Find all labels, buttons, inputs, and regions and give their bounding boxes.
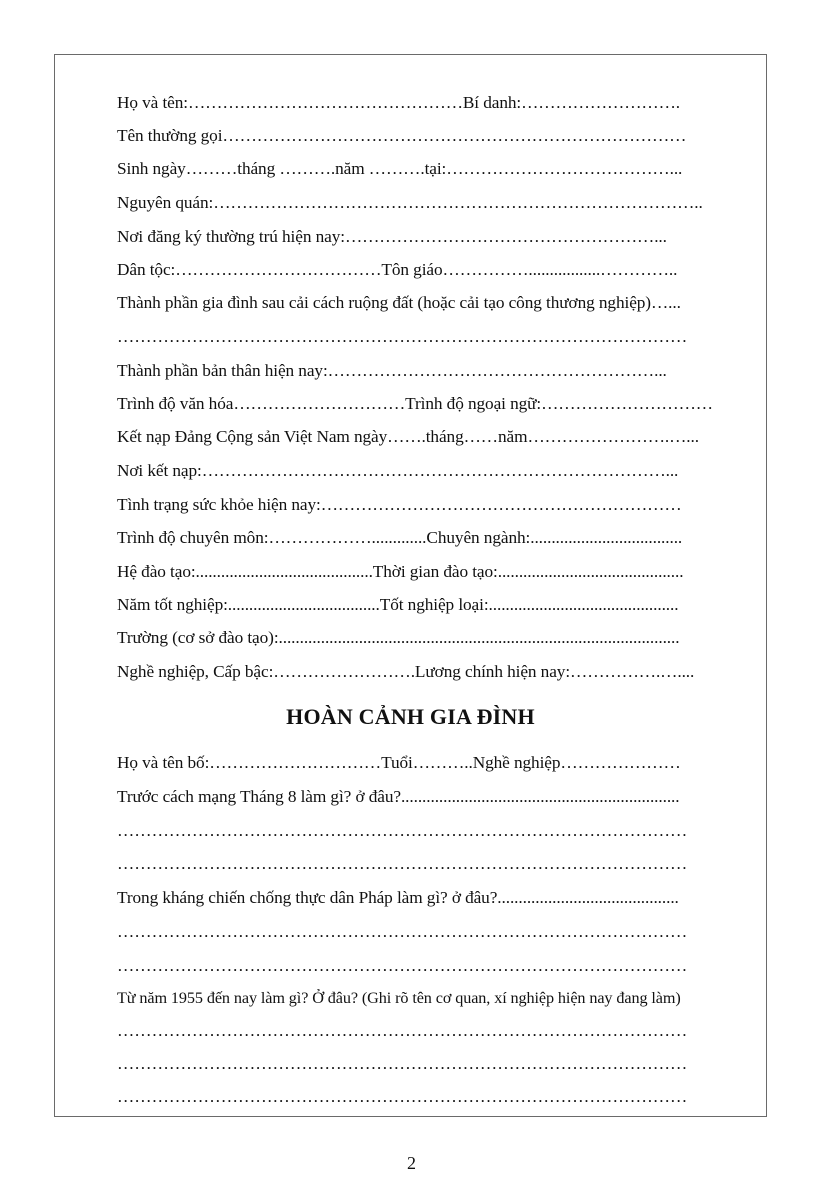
field-health-status[interactable]: Tình trạng sức khỏe hiện nay:……………………………………………………… [117,495,682,514]
field-resistance-war[interactable]: Trong kháng chiến chống thực dân Pháp làm gì? ở đâu?........................................... [117,888,679,907]
field-personal-class[interactable]: Thành phần bản thân hiện nay:…………………………………………………... [117,361,667,380]
page-number: 2 [407,1153,416,1173]
field-graduation-year-rank[interactable]: Năm tốt nghiệp:....................................Tốt nghiệp loại:............................................. [117,595,679,614]
field-occupation-salary[interactable]: Nghề nghiệp, Cấp bậc:…………………….Lương chính hiện nay:…………….….... [117,662,695,681]
field-training-type-duration[interactable]: Hệ đào tạo:..........................................Thời gian đào tạo:............................................ [117,562,684,581]
field-qualification-major[interactable]: Trình độ chuyên môn:……………….............Chuyên ngành:.................................... [117,528,683,547]
field-resistance-war-line-2[interactable]: ……………………………………………………………………………………… [117,922,688,941]
field-family-class-continued[interactable]: ……………………………………………………………………………………… [117,327,688,346]
field-education-language[interactable]: Trình độ văn hóa…………………………Trình độ ngoại ngữ:………………………… [117,394,713,413]
field-party-admission-place[interactable]: Nơi kết nạp:………………………………………………………………………... [117,461,679,480]
field-resistance-war-line-3[interactable]: ……………………………………………………………………………………… [117,956,688,975]
field-permanent-residence[interactable]: Nơi đăng ký thường trú hiện nay:………………………………………………... [117,227,667,246]
field-since-1955-line-4[interactable]: ……………………………………………………………………………………… [117,1087,688,1106]
field-ethnicity-religion[interactable]: Dân tộc:………………………………Tôn giáo…………….................………….. [117,260,678,279]
field-hometown[interactable]: Nguyên quán:………………………………………………………………………….. [117,193,703,212]
field-since-1955[interactable]: Từ năm 1955 đến nay làm gì? Ở đâu? (Ghi rõ tên cơ quan, xí nghiệp hiện nay đang làm) [117,989,681,1007]
field-before-revolution-line-3[interactable]: ……………………………………………………………………………………… [117,854,688,873]
field-father-name-age-job[interactable]: Họ và tên bố:…………………………Tuổi………..Nghề nghiệp………………… [117,753,681,772]
field-full-name-alias[interactable]: Họ và tên:…………………………………………Bí danh:………………………. [117,93,680,112]
field-date-place-of-birth[interactable]: Sinh ngày………tháng ……….năm ……….tại:…………………………………... [117,159,683,178]
field-before-revolution[interactable]: Trước cách mạng Tháng 8 làm gì? ở đâu?.................................................................. [117,787,680,806]
field-before-revolution-line-2[interactable]: ……………………………………………………………………………………… [117,821,688,840]
field-common-name[interactable]: Tên thường gọi……………………………………………………………………… [117,126,687,145]
field-since-1955-line-2[interactable]: ……………………………………………………………………………………… [117,1021,688,1040]
field-school[interactable]: Trường (cơ sở đào tạo):............................................................................................... [117,628,680,647]
section-heading-family: HOÀN CẢNH GIA ĐÌNH [286,704,535,729]
field-family-class[interactable]: Thành phần gia đình sau cải cách ruộng đất (hoặc cải tạo công thương nghiệp)…... [117,293,681,312]
field-since-1955-line-3[interactable]: ……………………………………………………………………………………… [117,1054,688,1073]
field-party-admission-date[interactable]: Kết nạp Đảng Cộng sản Việt Nam ngày…….tháng……năm…………………….…... [117,427,699,446]
